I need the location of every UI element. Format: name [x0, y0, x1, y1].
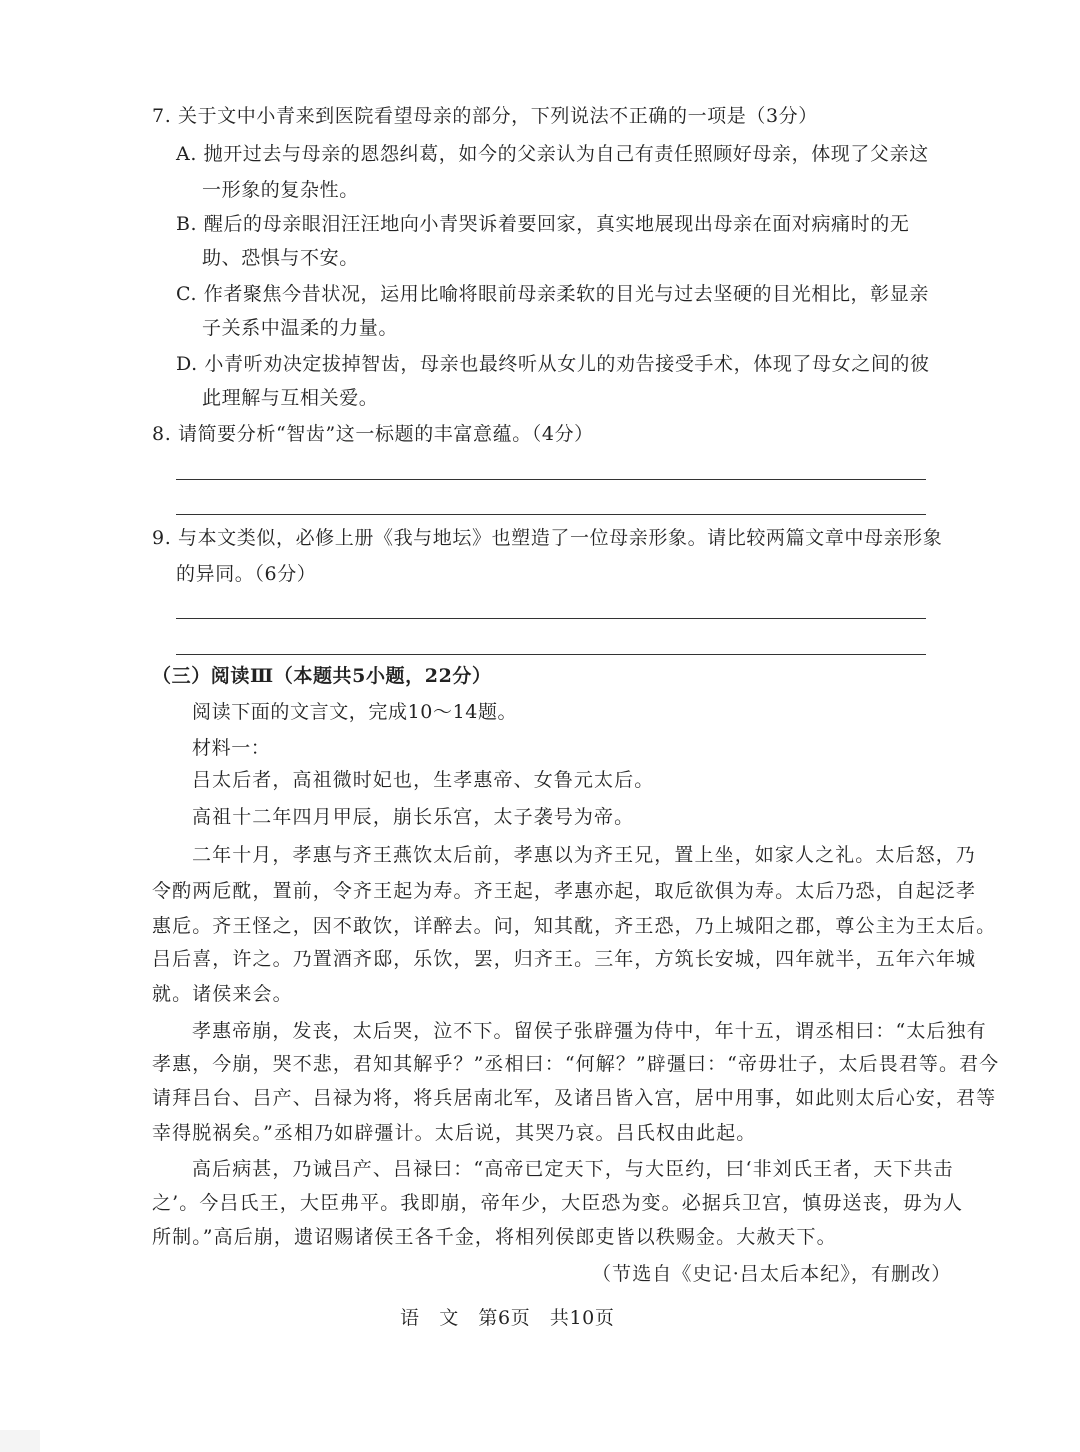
answer-line-8-2[interactable] [176, 514, 926, 515]
answer-line-9-1[interactable] [176, 618, 926, 619]
answer-line-9-2[interactable] [176, 654, 926, 655]
passage-line: 孝惠帝崩，发丧，太后哭，泣不下。留侯子张辟彊为侍中，年十五，谓丞相曰：“太后独有 [192, 1020, 987, 1042]
passage-line: 高后病甚，乃诫吕产、吕禄曰：“高帝已定天下，与大臣约，曰‘非刘氏王者，天下共击 [192, 1158, 954, 1180]
passage-line: 吕后喜，许之。乃置酒齐邸，乐饮，罢，归齐王。三年，方筑长安城，四年就半，五年六年城 [152, 948, 977, 970]
page-footer: 语 文 第6页 共10页 [400, 1307, 615, 1329]
passage-line: 就。诸侯来会。 [152, 983, 293, 1005]
passage-line: 孝惠，今崩，哭不悲，君知其解乎？”丞相曰：“何解？”辟彊曰：“帝毋壮子，太后畏君等。君今 [152, 1053, 1000, 1075]
section-instruction: 阅读下面的文言文，完成10～14题。 [192, 701, 518, 723]
option-b-line-1: B. 醒后的母亲眼泪汪汪地向小青哭诉着要回家，真实地展现出母亲在面对病痛时的无 [176, 213, 910, 235]
option-d-line-2: 此理解与互相关爱。 [202, 387, 379, 409]
option-a-line-2: 一形象的复杂性。 [202, 179, 359, 201]
material-label: 材料一： [192, 737, 271, 759]
passage-line: 惠卮。齐王怪之，因不敢饮，详醉去。问，知其酖，齐王恐，乃上城阳之郡，尊公主为王太后。 [152, 915, 997, 937]
passage-line: 吕太后者，高祖微时妃也，生孝惠帝、女鲁元太后。 [192, 769, 655, 791]
option-b-line-2: 助、恐惧与不安。 [202, 247, 359, 269]
option-a-line-1: A. 抛开过去与母亲的恩怨纠葛，如今的父亲认为自己有责任照顾好母亲，体现了父亲这 [176, 143, 929, 165]
section-header: （三）阅读Ⅲ（本题共5小题，22分） [152, 665, 492, 687]
passage-line: 二年十月，孝惠与齐王燕饮太后前，孝惠以为齐王兄，置上坐，如家人之礼。太后怒，乃 [192, 844, 976, 866]
passage-line: 所制。”高后崩，遗诏赐诸侯王各千金，将相列侯郎吏皆以秩赐金。大赦天下。 [152, 1226, 837, 1248]
option-c-line-2: 子关系中温柔的力量。 [202, 317, 399, 339]
question-7-stem: 7. 关于文中小青来到医院看望母亲的部分，下列说法不正确的一项是（3分） [152, 105, 818, 127]
passage-source: （节选自《史记·吕太后本纪》，有删改） [592, 1263, 952, 1285]
option-c-line-1: C. 作者聚焦今昔状况，运用比喻将眼前母亲柔软的目光与过去坚硬的目光相比，彰显亲 [176, 283, 929, 305]
question-9-stem-line-1: 9. 与本文类似，必修上册《我与地坛》也塑造了一位母亲形象。请比较两篇文章中母亲形象 [152, 527, 943, 549]
passage-line: 幸得脱祸矣。”丞相乃如辟彊计。太后说，其哭乃哀。吕氏权由此起。 [152, 1122, 757, 1144]
scan-corner-shade [0, 1430, 40, 1452]
question-9-stem-line-2: 的异同。（6分） [176, 563, 317, 585]
question-8-stem: 8. 请简要分析“智齿”这一标题的丰富意蕴。（4分） [152, 423, 594, 445]
passage-line: 之’。今吕氏王，大臣弗平。我即崩，帝年少，大臣恐为变。必据兵卫宫，慎毋送丧，毋为人 [152, 1192, 964, 1214]
option-d-line-1: D. 小青听劝决定拔掉智齿，母亲也最终听从女儿的劝告接受手术，体现了母女之间的彼 [176, 353, 930, 375]
passage-line: 令酌两卮酖，置前，令齐王起为寿。齐王起，孝惠亦起，取卮欲俱为寿。太后乃恐，自起泛孝 [152, 880, 977, 902]
passage-line: 高祖十二年四月甲辰，崩长乐宫，太子袭号为帝。 [192, 806, 635, 828]
answer-line-8-1[interactable] [176, 479, 926, 480]
passage-line: 请拜吕台、吕产、吕禄为将，将兵居南北军，及诸吕皆入宫，居中用事，如此则太后心安，君等 [152, 1087, 997, 1109]
